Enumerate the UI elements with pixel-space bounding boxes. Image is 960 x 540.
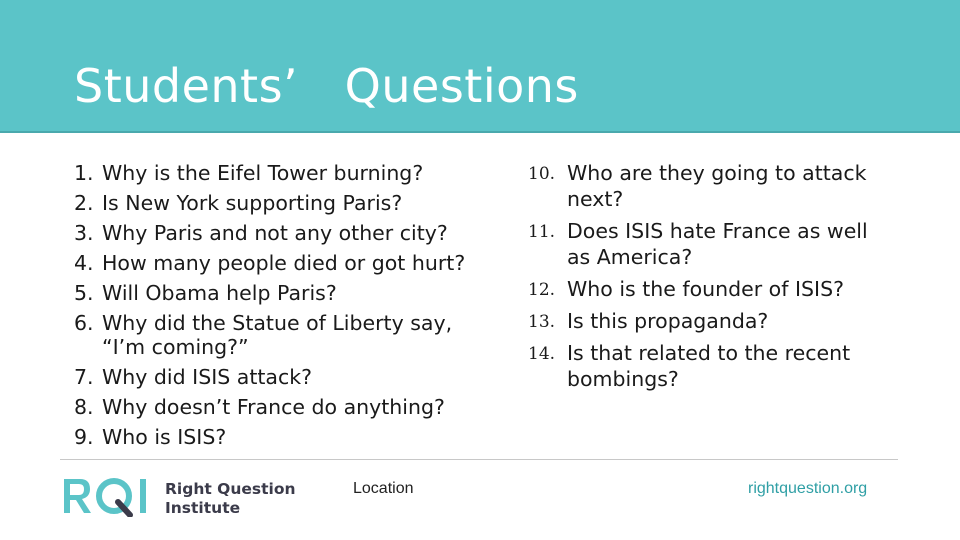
item-number: 8. — [74, 395, 94, 419]
location-label: Location — [353, 480, 414, 497]
question-list-left — [74, 158, 504, 452]
item-number: 1. — [74, 161, 94, 185]
list-item — [74, 392, 504, 422]
item-text: Who is ISIS? — [102, 425, 227, 449]
list-item — [74, 278, 504, 308]
title-banner — [0, 0, 960, 133]
logo-line-2: Institute — [165, 499, 241, 517]
item-number: 10. — [528, 164, 556, 184]
rqi-logo-mark — [62, 475, 154, 517]
item-text: Is this propaganda? — [567, 309, 769, 333]
item-text: Is that related to the recent bombings? — [567, 341, 851, 391]
list-item — [528, 276, 928, 302]
list-item — [528, 160, 928, 212]
item-number: 12. — [528, 280, 556, 300]
item-text: Why did the Statue of Liberty say, “I’m coming?” — [102, 311, 453, 359]
list-item — [74, 248, 504, 278]
question-list-right — [528, 160, 928, 398]
list-item — [74, 422, 504, 452]
slide-title: Students’ Questions — [74, 59, 579, 113]
item-number: 6. — [74, 311, 94, 335]
list-item — [74, 158, 504, 188]
item-text: Does ISIS hate France as well as America? — [567, 219, 868, 269]
item-text: Why Paris and not any other city? — [102, 221, 448, 245]
list-item — [74, 308, 504, 362]
item-number: 5. — [74, 281, 94, 305]
logo-line-1: Right Question — [165, 480, 296, 498]
list-item — [528, 218, 928, 270]
rqi-logo — [62, 475, 154, 517]
list-item — [528, 340, 928, 392]
footer-divider — [60, 459, 898, 460]
item-number: 14. — [528, 344, 556, 364]
item-text: Is New York supporting Paris? — [102, 191, 403, 215]
list-item — [74, 188, 504, 218]
item-text: Who is the founder of ISIS? — [567, 277, 844, 301]
item-number: 13. — [528, 312, 556, 332]
item-text: How many people died or got hurt? — [102, 251, 466, 275]
item-number: 7. — [74, 365, 94, 389]
item-text: Why doesn’t France do anything? — [102, 395, 445, 419]
list-item — [74, 362, 504, 392]
item-number: 4. — [74, 251, 94, 275]
logo-wordmark — [165, 480, 296, 518]
list-item — [74, 218, 504, 248]
item-number: 2. — [74, 191, 94, 215]
website-link[interactable]: rightquestion.org — [748, 480, 868, 497]
item-text: Who are they going to attack next? — [567, 161, 867, 211]
item-number: 9. — [74, 425, 94, 449]
item-text: Why did ISIS attack? — [102, 365, 313, 389]
item-number: 3. — [74, 221, 94, 245]
item-number: 11. — [528, 222, 556, 242]
list-item — [528, 308, 928, 334]
item-text: Why is the Eifel Tower burning? — [102, 161, 424, 185]
item-text: Will Obama help Paris? — [102, 281, 337, 305]
